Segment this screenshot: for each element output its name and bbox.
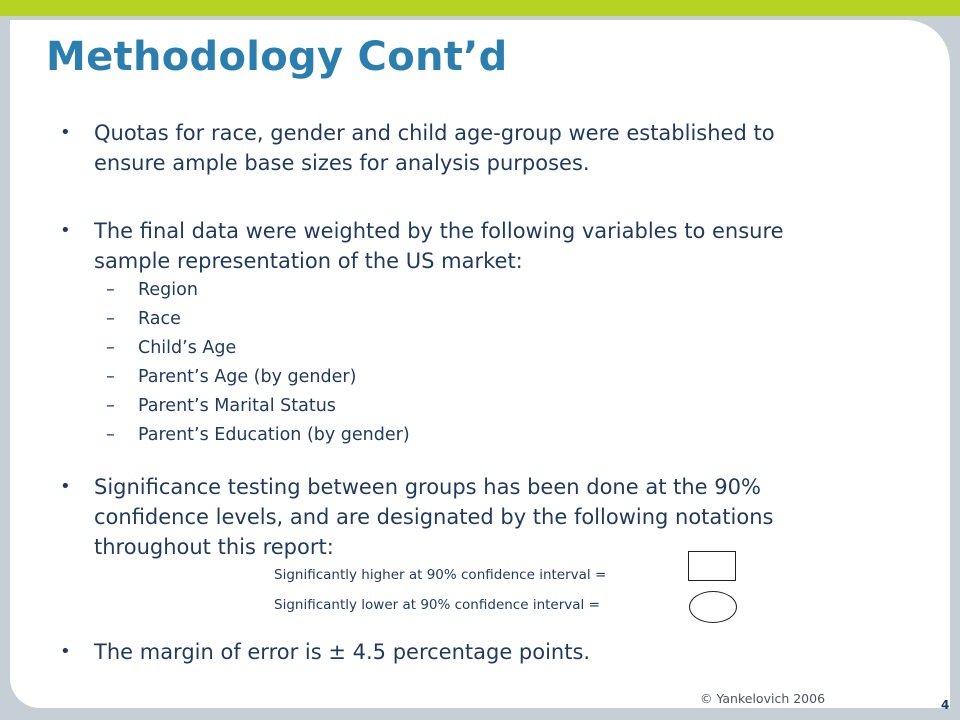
- bullet-text: [94, 216, 894, 276]
- dash-marker: –: [106, 425, 115, 445]
- copyright-text: © Yankelovich 2006: [700, 691, 826, 706]
- bullet-line: ensure ample base sizes for analysis purposes.: [94, 151, 590, 175]
- bullet-line: sample representation of the US market:: [94, 249, 523, 273]
- slide-title: Methodology Cont’d: [46, 34, 508, 80]
- weighting-variable-label: Parent’s Education (by gender): [138, 425, 410, 445]
- bullet-text: [94, 472, 894, 562]
- dash-marker: –: [106, 367, 115, 387]
- bullet-dot: •: [60, 122, 71, 143]
- weighting-variable-education: [106, 424, 410, 446]
- weighting-variable-label: Race: [138, 309, 181, 329]
- dash-marker: –: [106, 396, 115, 416]
- notation-higher-box: [688, 551, 736, 581]
- dash-marker: –: [106, 338, 115, 358]
- weighting-variable-label: Region: [138, 280, 198, 300]
- bullet-dot: •: [60, 476, 71, 497]
- bullet-dot: •: [60, 220, 71, 241]
- bullet-dot: •: [60, 641, 71, 662]
- bullet-line: Quotas for race, gender and child age-group were established to: [94, 121, 775, 145]
- notation-higher-label: Significantly higher at 90% confidence interval =: [274, 567, 607, 583]
- bullet-line: The margin of error is ± 4.5 percentage points.: [94, 640, 591, 664]
- weighting-variable-child-age: [106, 337, 236, 359]
- bullet-text: [94, 118, 894, 178]
- weighting-variable-label: Child’s Age: [138, 338, 237, 358]
- top-accent-bar: [0, 0, 960, 16]
- weighting-variable-label: Parent’s Marital Status: [138, 396, 336, 416]
- bullet-line: confidence levels, and are designated by the following notations: [94, 505, 774, 529]
- dash-marker: –: [106, 309, 115, 329]
- dash-marker: –: [106, 280, 115, 300]
- weighting-variable-parent-age: [106, 366, 356, 388]
- bullet-line: Significance testing between groups has been done at the 90%: [94, 475, 761, 499]
- notation-lower-oval: [689, 591, 737, 623]
- bullet-line: throughout this report:: [94, 535, 334, 559]
- notation-lower-label: Significantly lower at 90% confidence interval =: [274, 597, 600, 613]
- weighting-variable-marital-status: [106, 395, 336, 417]
- bullet-text: [94, 637, 894, 667]
- page-number: 4: [941, 698, 950, 712]
- bullet-line: The final data were weighted by the following variables to ensure: [94, 219, 784, 243]
- weighting-variable-race: [106, 308, 181, 330]
- weighting-variable-label: Parent’s Age (by gender): [138, 367, 357, 387]
- weighting-variable-region: [106, 279, 198, 301]
